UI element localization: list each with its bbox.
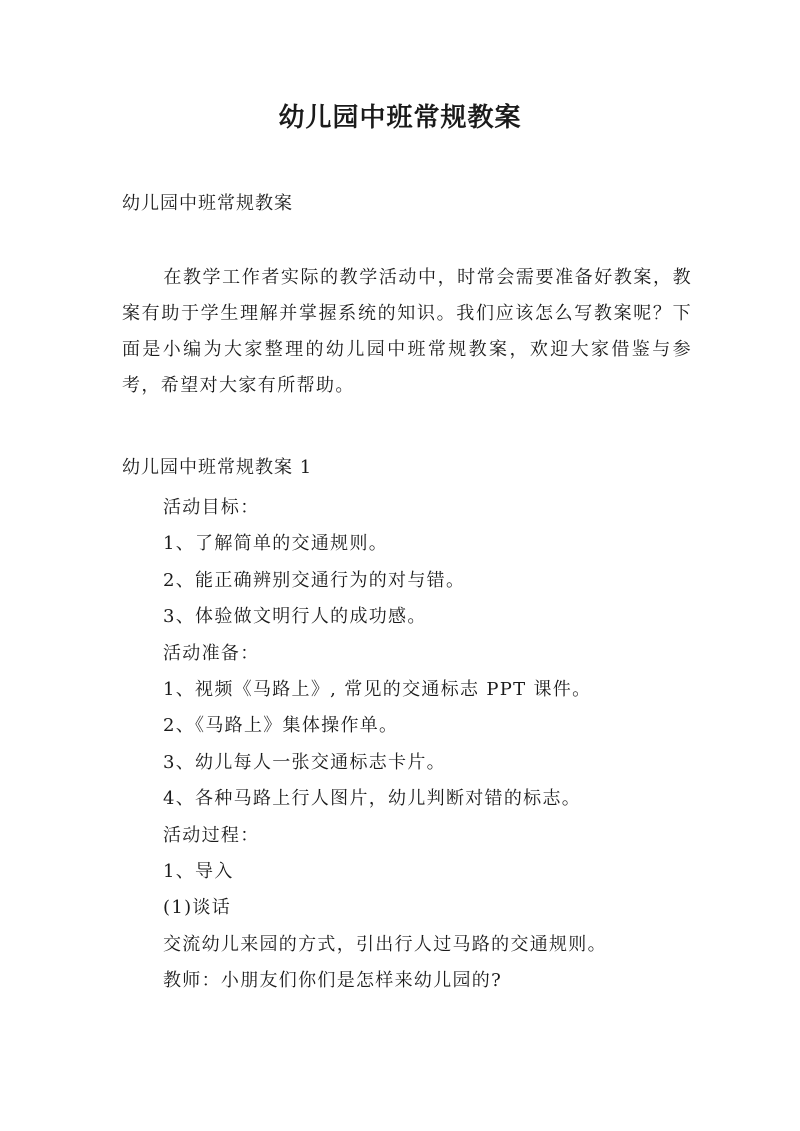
- text-line: 1、了解简单的交通规则。: [163, 533, 389, 555]
- text-line: 教师：小朋友们你们是怎样来幼儿园的?: [163, 970, 503, 992]
- text-line: 2、《马路上》集体操作单。: [163, 715, 399, 737]
- text-line: 3、体验做文明行人的成功感。: [163, 606, 427, 628]
- intro-paragraph: 在教学工作者实际的教学活动中，时常会需要准备好教案，教案有助于学生理解并掌握系统的知识。我们应该怎么写教案呢？下面是小编为大家整理的幼儿园中班常规教案，欢迎大家借鉴与参考，希望对大家有所帮助。: [122, 267, 692, 396]
- text-line: 活动目标：: [163, 497, 260, 518]
- lesson-content: [163, 490, 607, 1000]
- text-line: 1、视频《马路上》, 常见的交通标志 PPT 课件。: [163, 679, 592, 701]
- text-line: 1、导入: [163, 861, 234, 883]
- text-line: 活动过程：: [163, 824, 260, 846]
- text-line: 2、能正确辨别交通行为的对与错。: [163, 569, 466, 591]
- section-heading: 幼儿园中班常规教案 1: [122, 457, 313, 478]
- text-line: (1)谈话: [163, 897, 231, 919]
- text-line: 活动准备：: [163, 642, 260, 664]
- text-line: 3、幼儿每人一张交通标志卡片。: [163, 751, 446, 773]
- document-subtitle: 幼儿园中班常规教案: [122, 193, 293, 214]
- text-line: 交流幼儿来园的方式，引出行人过马路的交通规则。: [163, 933, 607, 955]
- text-line: 4、各种马路上行人图片，幼儿判断对错的标志。: [163, 788, 582, 810]
- document-title: 幼儿园中班常规教案: [278, 103, 522, 133]
